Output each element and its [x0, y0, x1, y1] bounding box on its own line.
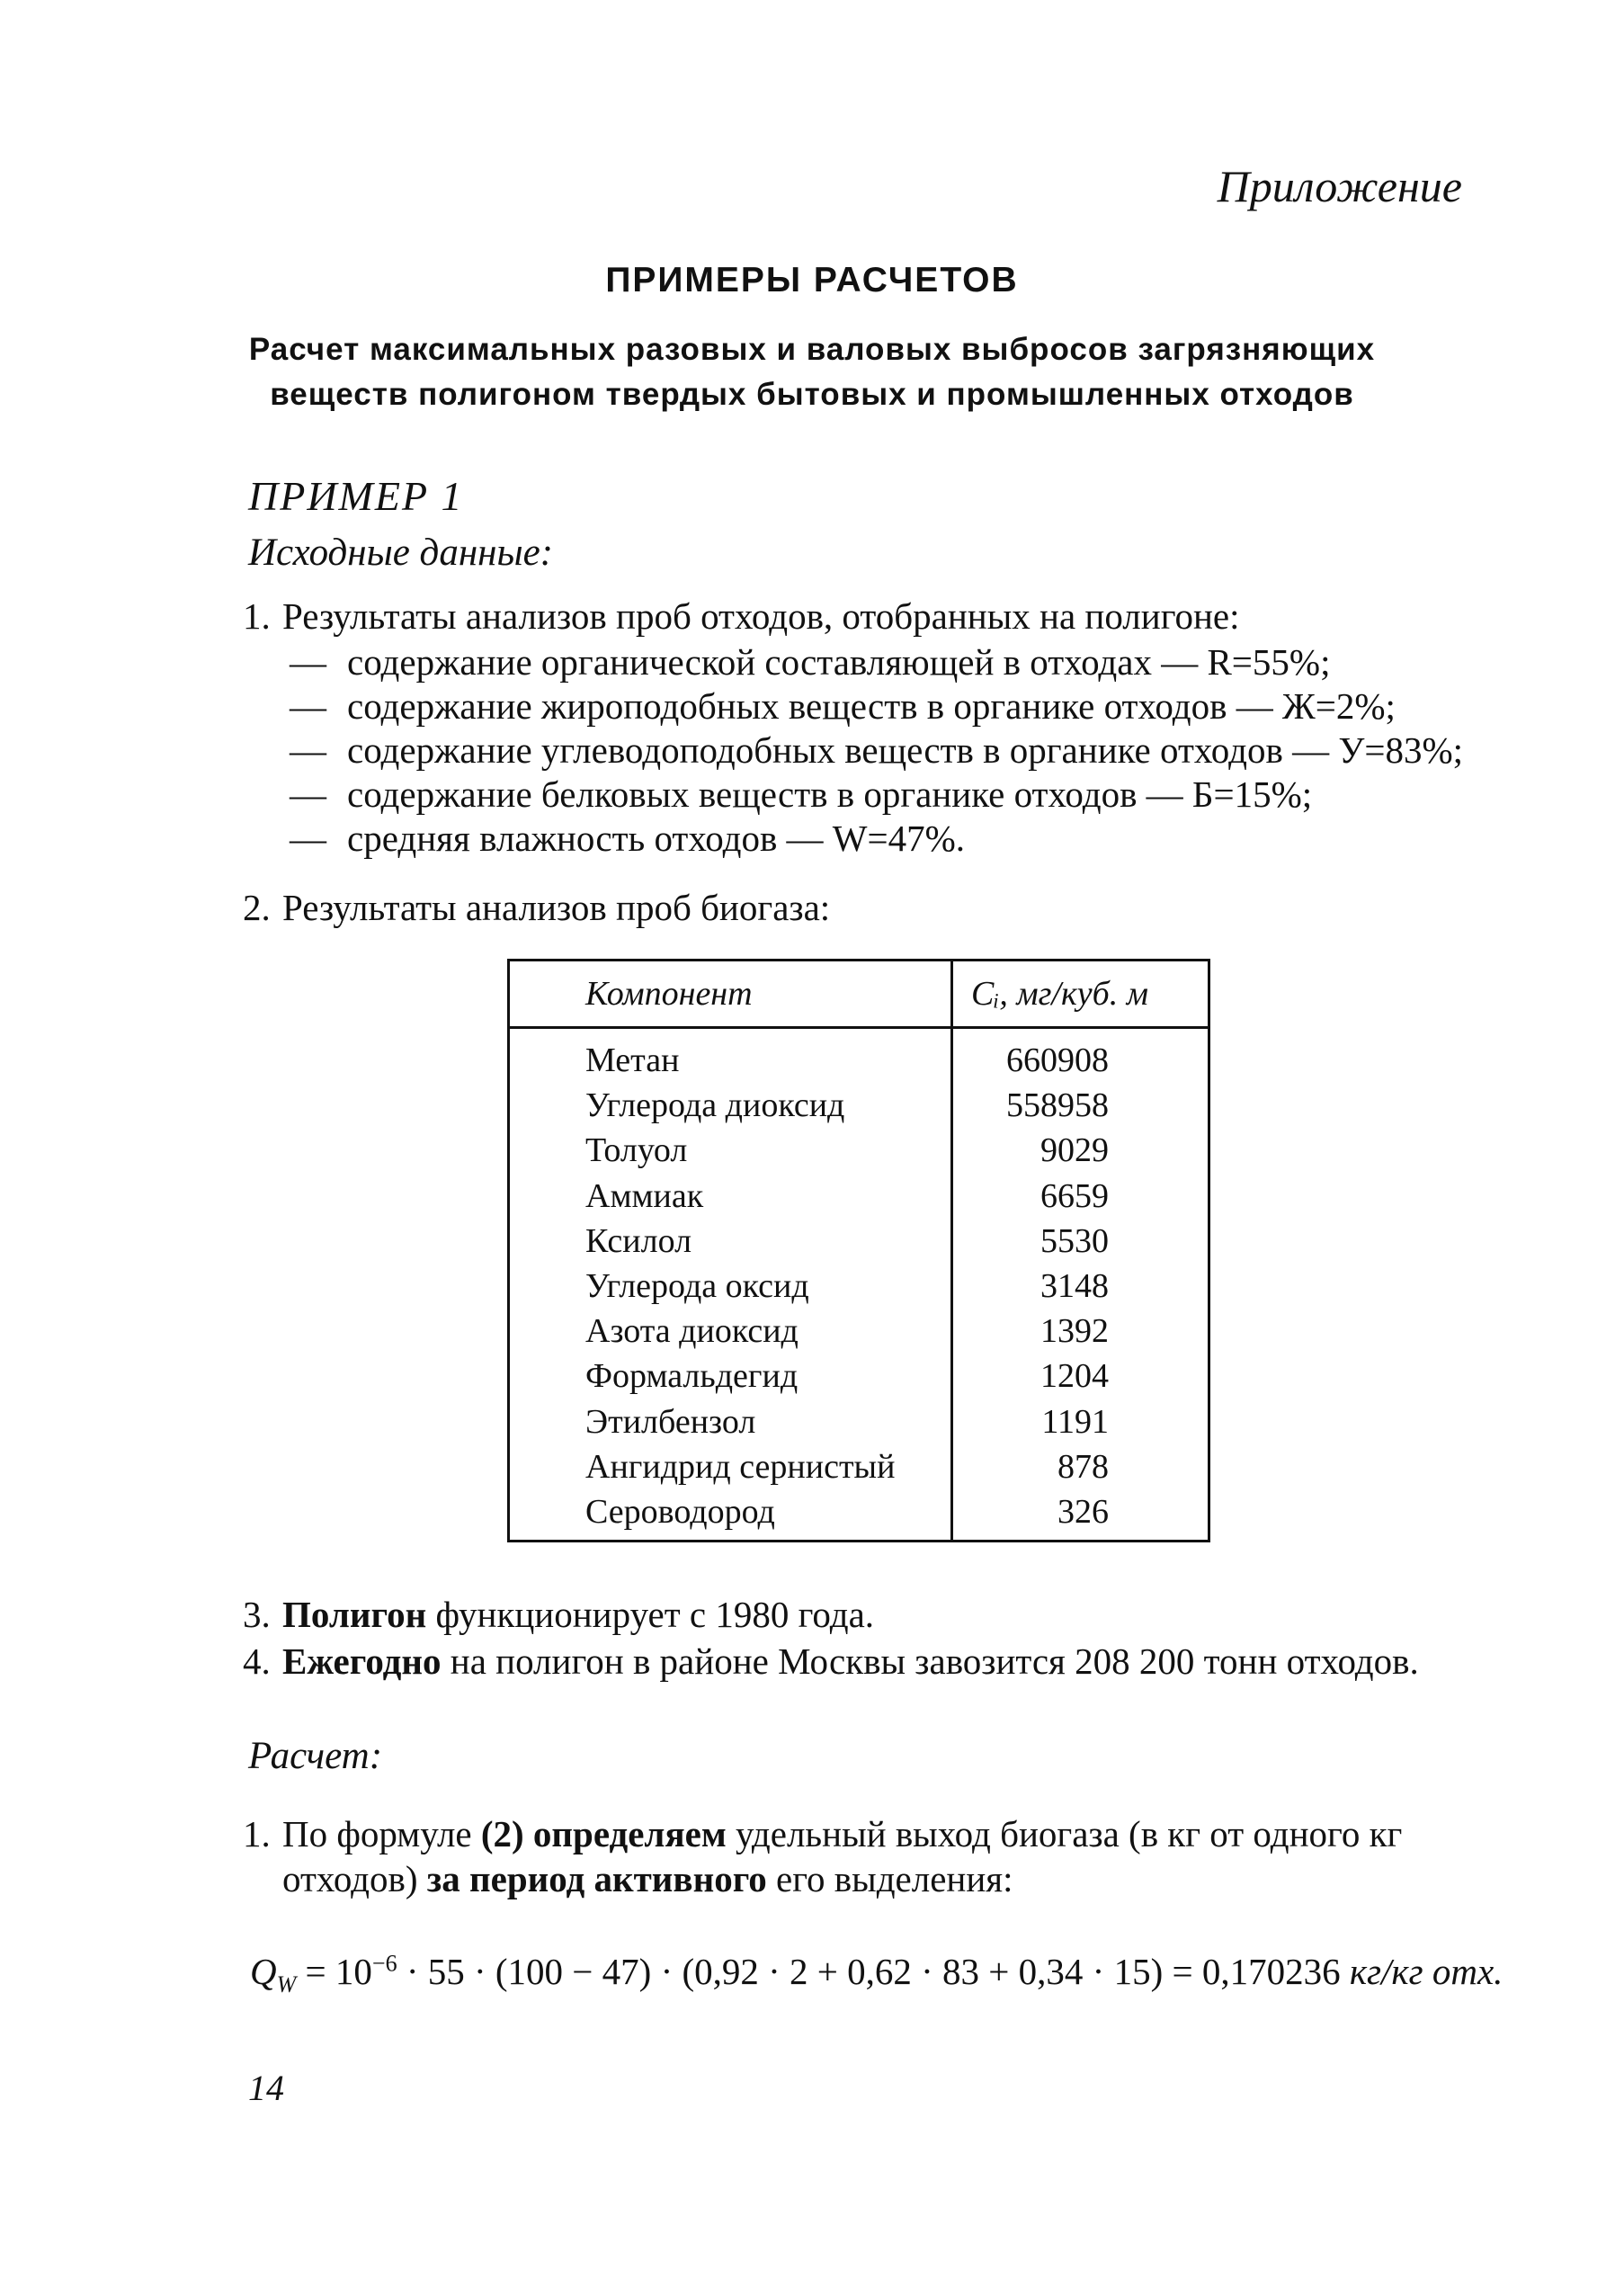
component-column: [510, 1029, 950, 1540]
table-cell-component: Ангидрид сернистый: [585, 1447, 896, 1486]
table-cell-value: 5530: [1040, 1221, 1109, 1260]
bullet-item: [290, 817, 1463, 861]
dash-marker: —: [290, 773, 326, 815]
table-cell-component: Азота диоксид: [585, 1312, 799, 1351]
table-cell-value: 3148: [1040, 1266, 1109, 1305]
table-cell-value: 9029: [1040, 1131, 1109, 1170]
calc-text: По формуле: [282, 1813, 481, 1854]
calc-step-1: [243, 1811, 1402, 1856]
table-cell-value: 1204: [1040, 1357, 1109, 1396]
formula-unit: кг/кг отх.: [1349, 1951, 1504, 1992]
biogas-table: [507, 959, 1210, 1542]
table-cell-component: Метан: [585, 1041, 680, 1079]
source-data-heading: Исходные данные:: [248, 532, 554, 574]
list-item-text: Результаты анализов проб биогаза:: [282, 887, 831, 928]
formula-exponent: −6: [371, 1950, 397, 1977]
calc-text: его выделения:: [766, 1858, 1013, 1899]
appendix-label: Приложение: [1217, 161, 1462, 211]
page-title: ПРИМЕРЫ РАСЧЕТОВ: [605, 261, 1019, 299]
column-header-component: Компонент: [585, 975, 753, 1013]
formula-subscript: W: [276, 1971, 297, 1998]
bullet-text: средняя влажность отходов — W=47%.: [347, 818, 966, 859]
example-heading: ПРИМЕР 1: [248, 473, 464, 519]
page-subtitle: [0, 327, 1624, 417]
page-number: 14: [248, 2068, 284, 2108]
list-item-1: [243, 594, 1240, 639]
list-item-text: функционирует с 1980 года.: [426, 1594, 875, 1635]
column-header-concentration: Сᵢ, мг/куб. м: [950, 961, 1208, 1026]
table-cell-component: Ксилол: [585, 1221, 692, 1260]
list-item-number: 4.: [243, 1640, 271, 1682]
bullet-item: [290, 640, 1463, 684]
list-item-number: 1.: [243, 595, 271, 637]
calc-text-bold: за период активного: [426, 1858, 767, 1899]
table-cell-component: Толуол: [585, 1131, 688, 1170]
table-cell-component: Углерода диоксид: [585, 1086, 845, 1125]
table-cell-value: 326: [1057, 1492, 1109, 1531]
table-header: [510, 961, 1208, 1029]
table-cell-value: 558958: [1006, 1086, 1109, 1125]
bullet-text: содержание жироподобных веществ в органике отходов — Ж=2%;: [347, 685, 1396, 727]
table-cell-component: Сероводород: [585, 1492, 775, 1531]
calc-text: удельный выход биогаза (в кг от одного кг: [726, 1813, 1403, 1854]
table-cell-value: 878: [1057, 1447, 1109, 1486]
bullet-item: [290, 684, 1463, 728]
list-item-4: [243, 1639, 1419, 1684]
table-cell-component: Аммиак: [585, 1176, 704, 1215]
dash-marker: —: [290, 685, 326, 727]
bullet-list: [290, 640, 1463, 861]
table-cell-value: 1191: [1041, 1402, 1109, 1441]
bullet-text: содержание белковых веществ в органике отходов — Б=15%;: [347, 773, 1313, 815]
list-item-number: 2.: [243, 887, 271, 928]
list-item-2: [243, 885, 830, 930]
formula-text: · 55 · (100 − 47) · (0,92 · 2 + 0,62 · 83 + 0,34 · 15) = 0,170236: [397, 1951, 1350, 1992]
formula-symbol: Q: [250, 1951, 277, 1992]
dash-marker: —: [290, 818, 326, 859]
list-item-text: Результаты анализов проб отходов, отобранных на полигоне:: [282, 595, 1240, 637]
calc-step-1-continuation: [282, 1856, 1013, 1901]
table-cell-value: 1392: [1040, 1312, 1109, 1351]
subtitle-line-2: веществ полигоном твердых бытовых и промышленных отходов: [270, 377, 1354, 412]
table-cell-component: Формальдегид: [585, 1357, 799, 1396]
biogas-yield-formula: [250, 1950, 1503, 1998]
list-item-number: 3.: [243, 1594, 271, 1635]
concentration-column: [950, 1029, 1208, 1540]
bullet-item: [290, 728, 1463, 773]
dash-marker: —: [290, 641, 326, 683]
dash-marker: —: [290, 729, 326, 771]
table-body: [510, 1029, 1208, 1540]
list-item-text: на полигон в районе Москвы завозится 208 200 тонн отходов.: [441, 1640, 1419, 1682]
table-cell-value: 660908: [1006, 1041, 1109, 1079]
table-cell-value: 6659: [1040, 1176, 1109, 1215]
list-item-bold: Ежегодно: [282, 1640, 442, 1682]
list-item-3: [243, 1592, 874, 1637]
calc-text: отходов): [282, 1858, 427, 1899]
table-cell-component: Этилбензол: [585, 1402, 756, 1441]
subtitle-line-1: Расчет максимальных разовых и валовых выбросов загрязняющих: [248, 332, 1376, 367]
formula-text: = 10: [296, 1951, 372, 1992]
table-cell-component: Углерода оксид: [585, 1266, 809, 1305]
calc-text-bold: (2) определяем: [480, 1813, 727, 1854]
list-item-bold: Полигон: [282, 1594, 427, 1635]
bullet-item: [290, 773, 1463, 817]
bullet-text: содержание органической составляющей в отходах — R=55%;: [347, 641, 1331, 683]
bullet-text: содержание углеводоподобных веществ в органике отходов — У=83%;: [347, 729, 1464, 771]
calculation-heading: Расчет:: [248, 1735, 383, 1777]
list-item-number: 1.: [243, 1813, 271, 1854]
